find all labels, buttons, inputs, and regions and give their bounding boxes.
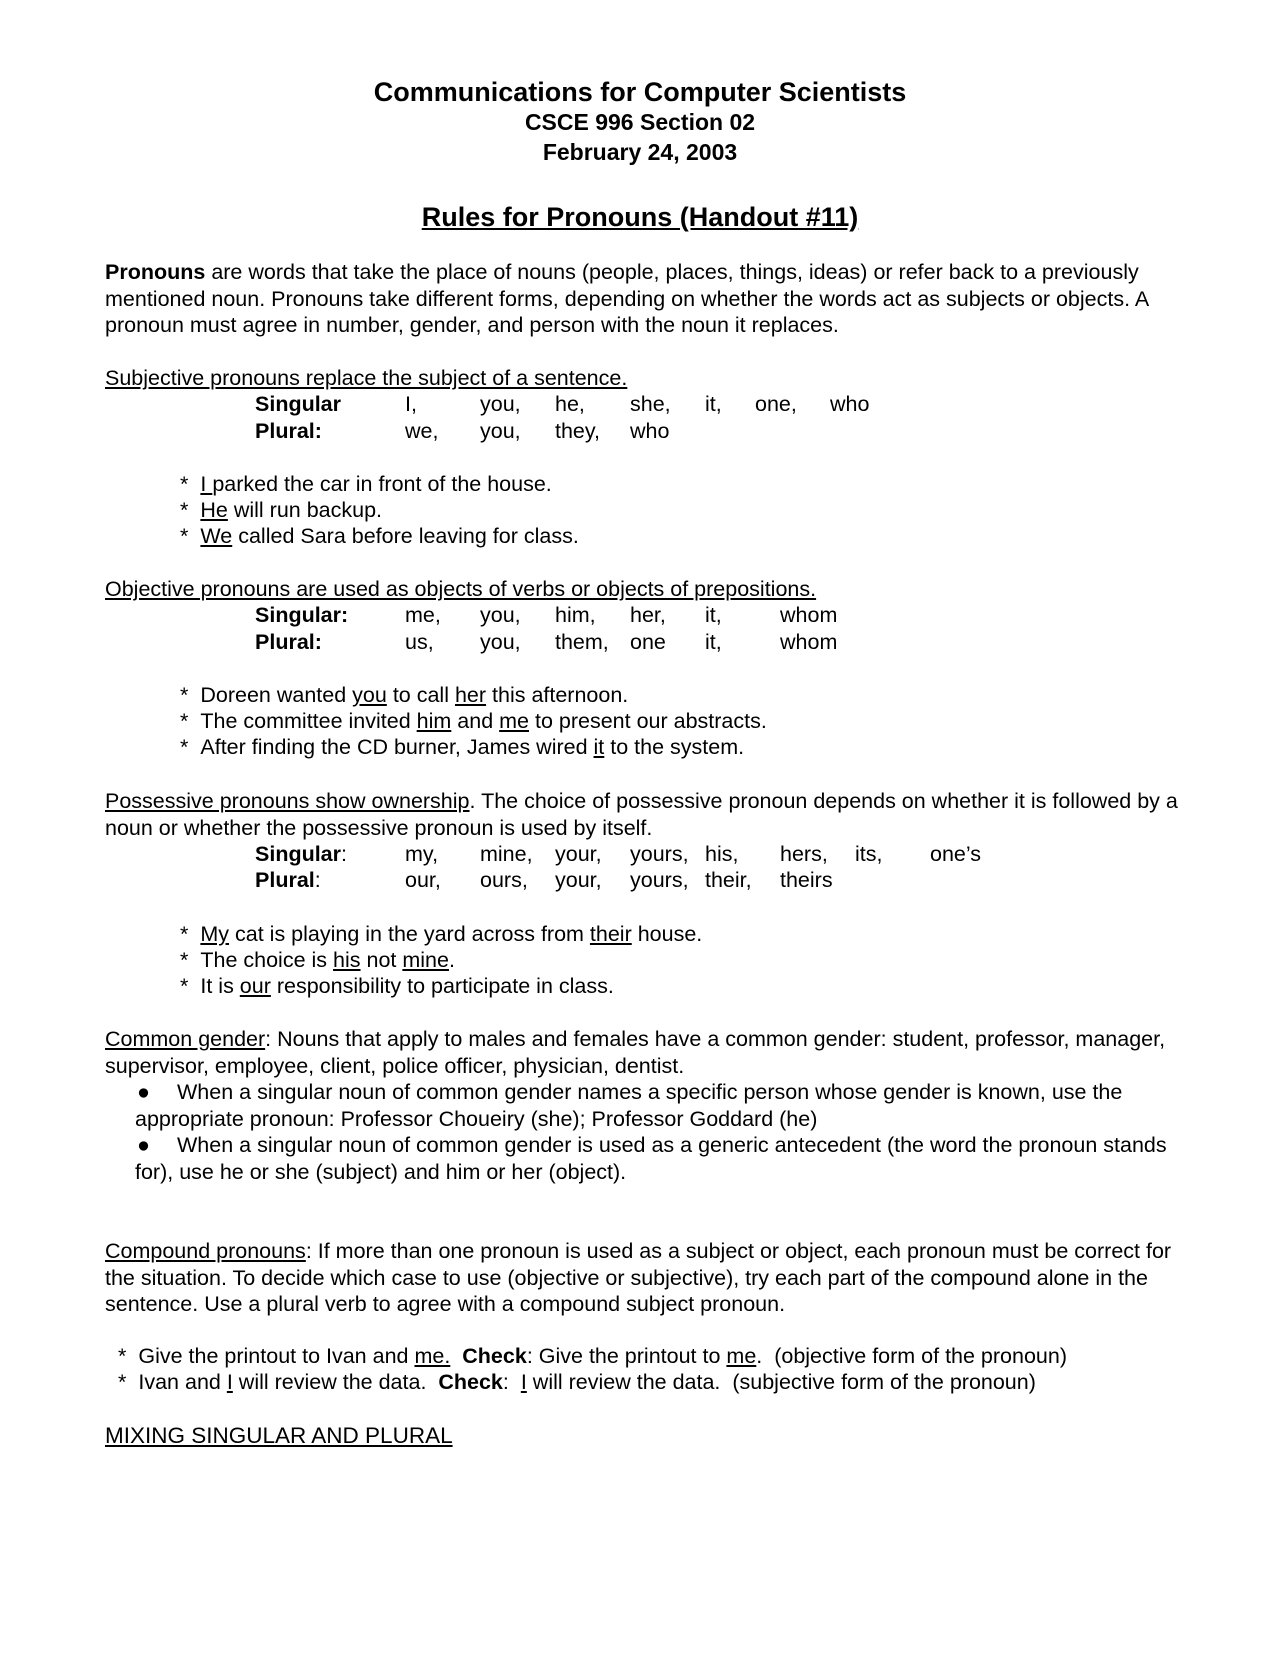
- common-gender-heading: Common gender: [105, 1027, 266, 1051]
- common-gender-text: : Nouns that apply to males and females have a common gender: student, professor, manager, supervisor, employee, client, police officer, physician, dentist.: [105, 1027, 1166, 1078]
- subjective-singular-row: [0, 391, 1280, 418]
- example-pronoun: our: [239, 974, 271, 998]
- example-text: and: [451, 709, 500, 733]
- example-pronoun: it: [593, 735, 605, 759]
- example-line: [180, 734, 744, 761]
- pronoun: one,: [755, 392, 797, 416]
- mixing-heading: [105, 1423, 453, 1450]
- example-text: called Sara before leaving for class.: [232, 524, 579, 548]
- example-pronoun: I: [200, 472, 213, 496]
- bullet-star: *: [180, 683, 189, 707]
- example-pronoun: me: [726, 1344, 757, 1368]
- example-text: .: [448, 948, 455, 972]
- pronoun: him,: [555, 603, 596, 627]
- pronoun: me,: [405, 603, 441, 627]
- example-pronoun: his: [333, 948, 361, 972]
- bullet-dot-icon: ●: [137, 1080, 150, 1104]
- example-line: [118, 1369, 1036, 1396]
- singular-label-text: Singular: [255, 842, 342, 866]
- pronoun: he,: [555, 392, 585, 416]
- example-text: to present our abstracts.: [529, 709, 767, 733]
- handout-title: [0, 201, 1280, 233]
- compound-text: : If more than one pronoun is used as a subject or object, each pronoun must be correct for the situation. To decide which case to use (objective or subjective), try each part of the compound alone in the sentence. Use a plural verb to agree with a compound subject pronoun.: [105, 1239, 1172, 1316]
- possessive-heading: Possessive pronouns show ownership: [105, 789, 470, 813]
- example-line: [180, 947, 455, 974]
- bullet-item: [135, 1132, 1185, 1185]
- example-pronoun: him: [416, 709, 452, 733]
- bullet-star: *: [118, 1344, 127, 1368]
- intro-text: are words that take the place of nouns (people, places, things, ideas) or refer back to a previously mentioned noun. Pronouns take different forms, depending on whether the words act as subjects or objects. A pronoun must agree in number, gender, and person with the noun it replaces.: [105, 260, 1148, 337]
- pronoun: you,: [480, 392, 521, 416]
- example-text: :: [502, 1370, 521, 1394]
- common-gender-paragraph: [105, 1026, 1185, 1079]
- example-pronoun: I: [226, 1370, 233, 1394]
- pronoun: your,: [555, 868, 602, 892]
- example-text: will run backup.: [227, 498, 383, 522]
- intro-term: Pronouns: [105, 260, 206, 284]
- pronoun: you,: [480, 630, 521, 654]
- example-line: [180, 682, 628, 709]
- pronoun: my,: [405, 842, 439, 866]
- pronoun: we,: [405, 419, 439, 443]
- singular-label: Singular:: [255, 603, 349, 627]
- example-pronoun: My: [200, 922, 230, 946]
- example-text: Give the printout to Ivan and: [138, 1344, 415, 1368]
- check-label: Check: [462, 1344, 527, 1368]
- example-text: cat is playing in the yard across from: [229, 922, 590, 946]
- example-pronoun: We: [200, 524, 233, 548]
- example-pronoun: you: [352, 683, 387, 707]
- pronoun: its,: [855, 842, 883, 866]
- pronoun: theirs: [780, 868, 833, 892]
- pronoun: who: [830, 392, 870, 416]
- compound-heading: Compound pronouns: [105, 1239, 306, 1263]
- pronoun: yours,: [630, 842, 689, 866]
- subjective-heading: [105, 365, 627, 392]
- pronoun: they,: [555, 419, 601, 443]
- bullet-star: *: [180, 948, 189, 972]
- pronoun: hers,: [780, 842, 828, 866]
- pronoun: who: [630, 419, 670, 443]
- pronoun: it,: [705, 392, 722, 416]
- handout-title-text: Rules for Pronouns (Handout #11): [421, 202, 859, 232]
- pronoun: it,: [705, 603, 722, 627]
- bullet-star: *: [180, 922, 189, 946]
- plural-label-text: Plural: [255, 868, 315, 892]
- example-pronoun: I: [520, 1370, 527, 1394]
- intro-paragraph: [105, 259, 1185, 339]
- pronoun: mine,: [480, 842, 533, 866]
- example-line: [118, 1343, 1067, 1370]
- example-text: Ivan and: [138, 1370, 227, 1394]
- pronoun: yours,: [630, 868, 689, 892]
- pronoun: their,: [705, 868, 752, 892]
- possessive-singular-row: [0, 841, 1280, 868]
- bullet-star: *: [180, 524, 189, 548]
- pronoun: your,: [555, 842, 602, 866]
- pronoun: it,: [705, 630, 722, 654]
- objective-plural-row: [0, 629, 1280, 656]
- bullet-text: When a singular noun of common gender is used as a generic antecedent (the word the pronoun stands for), use he or she (subject) and him or her (object).: [135, 1133, 1167, 1184]
- pronoun: us,: [405, 630, 434, 654]
- bullet-text: When a singular noun of common gender names a specific person whose gender is known, use the appropriate pronoun: Professor Choueiry (she); Professor Goddard (he): [135, 1080, 1123, 1131]
- bullet-dot-icon: ●: [137, 1133, 150, 1157]
- pronoun: whom: [780, 630, 838, 654]
- example-text: not: [360, 948, 403, 972]
- colon: :: [314, 868, 321, 892]
- example-pronoun: me.: [414, 1344, 451, 1368]
- pronoun: she,: [630, 392, 671, 416]
- compound-paragraph: [105, 1238, 1185, 1318]
- pronoun: one’s: [930, 842, 982, 866]
- pronoun: ours,: [480, 868, 528, 892]
- pronoun: you,: [480, 603, 521, 627]
- example-pronoun: their: [589, 922, 632, 946]
- possessive-text: . The choice of possessive pronoun depends on whether it is followed by a noun or whether the possessive pronoun is used by itself.: [105, 789, 1178, 840]
- example-text: [450, 1344, 462, 1368]
- pronoun: his,: [705, 842, 739, 866]
- pronoun: her,: [630, 603, 666, 627]
- example-text: The choice is: [200, 948, 334, 972]
- possessive-plural-row: [0, 867, 1280, 894]
- subjective-plural-row: [0, 418, 1280, 445]
- example-line: [180, 708, 767, 735]
- example-pronoun: He: [200, 498, 228, 522]
- bullet-star: *: [180, 974, 189, 998]
- example-text: house.: [631, 922, 703, 946]
- pronoun: our,: [405, 868, 441, 892]
- bullet-star: *: [180, 735, 189, 759]
- example-line: [180, 471, 552, 498]
- example-text: to call: [386, 683, 455, 707]
- objective-heading: [105, 576, 816, 603]
- document-date: February 24, 2003: [542, 139, 738, 165]
- bullet-star: *: [118, 1370, 127, 1394]
- example-text: . (objective form of the pronoun): [756, 1344, 1067, 1368]
- colon: :: [341, 842, 347, 866]
- possessive-paragraph: [105, 788, 1185, 841]
- example-line: [180, 921, 702, 948]
- course-number: CSCE 996 Section 02: [524, 109, 756, 135]
- objective-heading-text: Objective pronouns are used as objects of verbs or objects of prepositions.: [105, 577, 817, 601]
- example-text: responsibility to participate in class.: [270, 974, 614, 998]
- check-label: Check: [438, 1370, 503, 1394]
- objective-singular-row: [0, 602, 1280, 629]
- example-text: parked the car in front of the house.: [212, 472, 552, 496]
- bullet-star: *: [180, 472, 189, 496]
- document-title: Communications for Computer Scientists: [373, 77, 907, 107]
- subjective-heading-text: Subjective pronouns replace the subject of a sentence.: [105, 366, 628, 390]
- example-text: After finding the CD burner, James wired: [200, 735, 594, 759]
- bullet-star: *: [180, 709, 189, 733]
- example-pronoun: her: [454, 683, 487, 707]
- mixing-heading-text: MIXING SINGULAR AND PLURAL: [105, 1423, 453, 1448]
- plural-label: Plural:: [255, 630, 322, 654]
- example-text: Doreen wanted: [200, 683, 353, 707]
- example-text: will review the data.: [232, 1370, 439, 1394]
- example-line: [180, 973, 614, 1000]
- pronoun: I,: [405, 392, 417, 416]
- singular-label: [255, 841, 347, 868]
- example-line: [180, 497, 382, 524]
- example-text: : Give the printout to: [526, 1344, 727, 1368]
- pronoun: them,: [555, 630, 609, 654]
- plural-label: Plural:: [255, 419, 322, 443]
- pronoun: you,: [480, 419, 521, 443]
- bullet-item: [135, 1079, 1185, 1132]
- singular-label: Singular: [255, 392, 342, 416]
- example-line: [180, 523, 579, 550]
- pronoun: one: [630, 630, 666, 654]
- example-text: It is: [200, 974, 240, 998]
- plural-label: [255, 867, 321, 894]
- pronoun: whom: [780, 603, 838, 627]
- example-pronoun: mine: [402, 948, 449, 972]
- example-text: The committee invited: [200, 709, 417, 733]
- example-text: this afternoon.: [486, 683, 629, 707]
- example-pronoun: me: [499, 709, 530, 733]
- example-text: will review the data. (subjective form of the pronoun): [526, 1370, 1036, 1394]
- example-text: to the system.: [604, 735, 745, 759]
- bullet-star: *: [180, 498, 189, 522]
